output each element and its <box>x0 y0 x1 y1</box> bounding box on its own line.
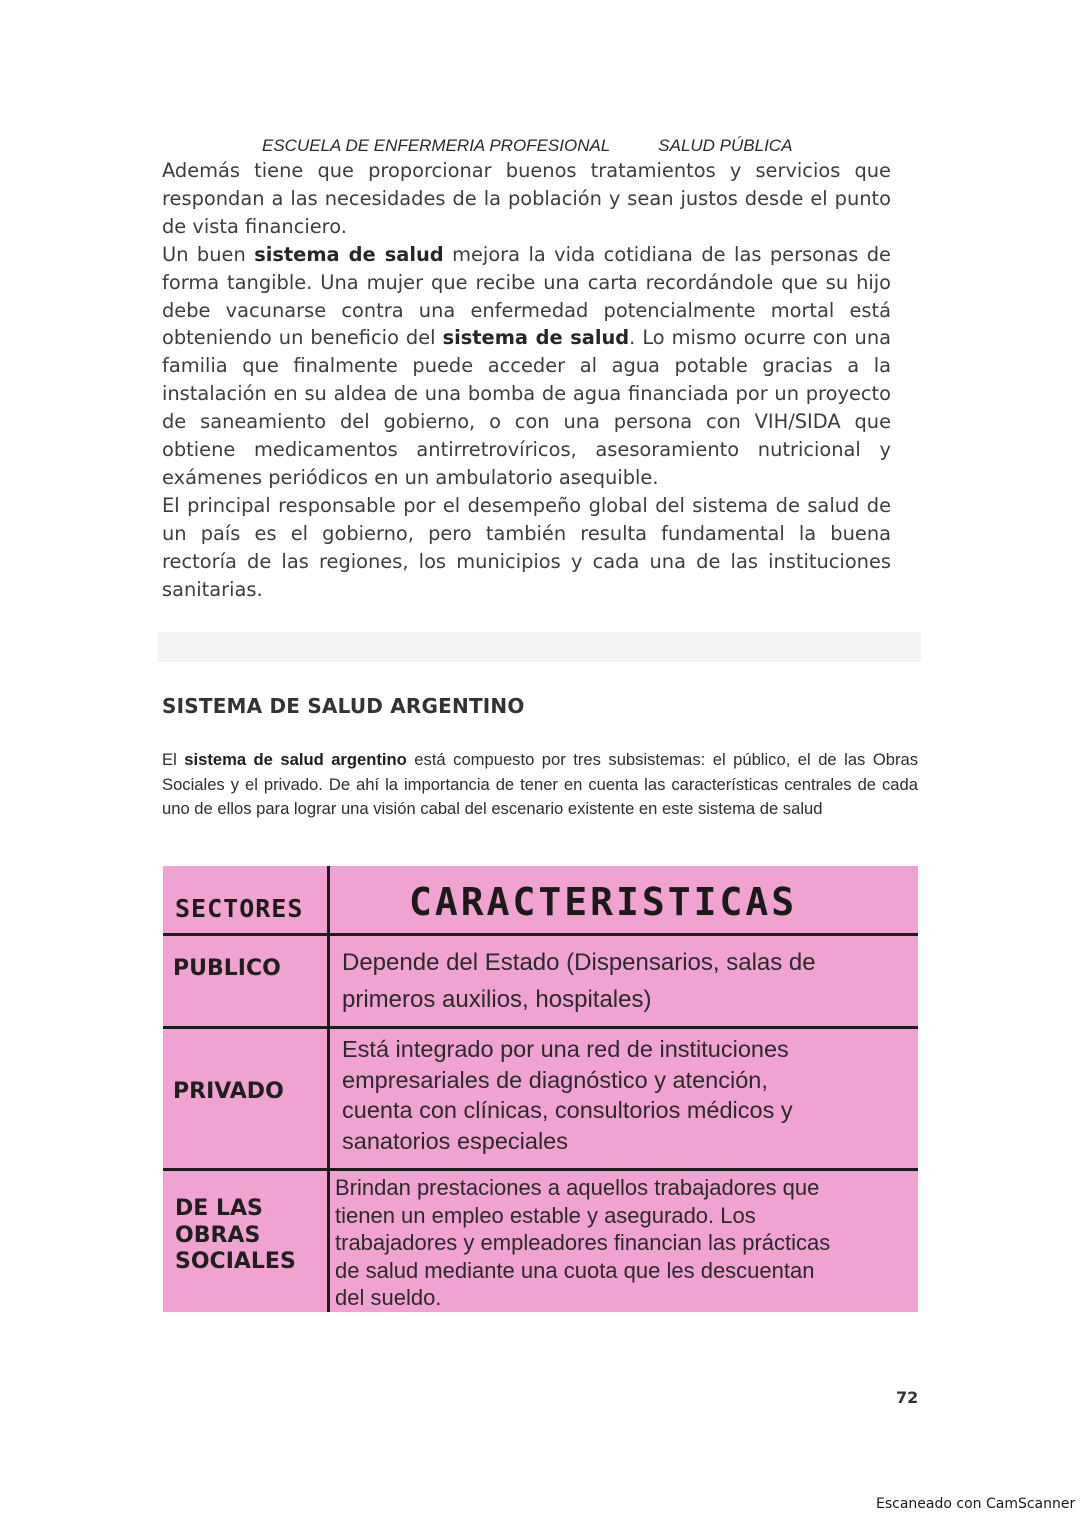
sector-line: DE LAS <box>175 1196 263 1221</box>
table-header-sectores: SECTORES <box>175 894 304 923</box>
sector-line: SOCIALES <box>175 1249 296 1274</box>
desc-line: Brindan prestaciones a aquellos trabajadores que <box>335 1175 820 1200</box>
desc-line: sanatorios especiales <box>342 1127 568 1154</box>
desc-obras-sociales <box>335 1174 830 1312</box>
table-row-divider <box>163 1168 918 1171</box>
paragraph-2-bold-b: sistema de salud <box>442 326 630 350</box>
sector-privado: PRIVADO <box>173 1079 284 1104</box>
table-row-divider <box>163 933 918 936</box>
paragraph-2-bold-a: sistema de salud <box>254 242 444 266</box>
paragraph-2-text-b: mejora la vida cotidiana de las personas de forma tangible. Una mujer que recibe una carta recordándole que su hijo debe vacunarse contra una enfermedad potencialmente mortal está obteniendo un beneficio del <box>162 242 891 350</box>
paragraph-3: El principal responsable por el desempeño global del sistema de salud de un país es el gobierno, pero también resulta fundamental la buena rectoría de las regiones, los municipios y cada una de las instituciones sanitarias. <box>162 493 891 601</box>
page-number: 72 <box>896 1388 919 1407</box>
paragraph-2 <box>162 241 891 492</box>
paragraph-2-text-c: . Lo mismo ocurre con una familia que finalmente puede acceder al agua potable gracias a la instalación en su aldea de una bomba de agua financiada por un proyecto de saneamiento del gobierno, o con una persona con VIH/SIDA que obtiene medicamentos antirretrovíricos, asesoramiento nutricional y exámenes periódicos en un ambulatorio asequible. <box>162 326 891 489</box>
section-intro <box>162 748 918 822</box>
scanner-watermark: Escaneado con CamScanner <box>876 1496 1076 1512</box>
sectors-table <box>163 866 918 1312</box>
running-header <box>262 136 862 156</box>
table-row-divider <box>163 1026 918 1029</box>
header-school: ESCUELA DE ENFERMERIA PROFESIONAL <box>262 136 611 155</box>
paragraph-1: Además tiene que proporcionar buenos tratamientos y servicios que respondan a las necesidades de la población y sean justos desde el punto de vista financiero. <box>162 159 891 238</box>
sector-line: OBRAS <box>175 1222 261 1248</box>
body-text <box>162 157 891 604</box>
desc-publico <box>342 944 816 1018</box>
table-header-caracteristicas: CARACTERISTICAS <box>409 880 798 924</box>
desc-privado <box>342 1034 793 1156</box>
section-title: SISTEMA DE SALUD ARGENTINO <box>162 694 525 718</box>
desc-line: cuenta con clínicas, consultorios médicos y <box>342 1097 793 1123</box>
paragraph-2-text-a: Un buen <box>162 242 255 266</box>
desc-line: Está integrado por una red de instituciones <box>342 1036 789 1062</box>
desc-line: trabajadores y empleadores financian las prácticas <box>335 1230 831 1255</box>
sector-publico: PUBLICO <box>173 956 281 981</box>
gray-band <box>158 632 921 662</box>
intro-text-b: está compuesto por tres subsistemas: el público, el de las Obras Sociales y el privado. De ahí la importancia de tener en cuenta las características centrales de cada uno de ellos para lograr una visión cabal del escenario existente en este sistema de salud <box>162 750 919 818</box>
desc-line: primeros auxilios, hospitales) <box>342 986 652 1013</box>
desc-line: tienen un empleo estable y asegurado. Los <box>335 1202 756 1228</box>
sector-obras-sociales <box>175 1196 296 1276</box>
desc-line: empresariales de diagnóstico y atención, <box>342 1066 768 1093</box>
header-subject: SALUD PÚBLICA <box>658 136 793 155</box>
intro-bold: sistema de salud argentino <box>184 750 407 769</box>
desc-line: del sueldo. <box>335 1285 442 1310</box>
intro-text-a: El <box>162 750 185 769</box>
desc-line: de salud mediante una cuota que les descuentan <box>335 1257 815 1283</box>
desc-line: Depende del Estado (Dispensarios, salas de <box>342 949 816 976</box>
